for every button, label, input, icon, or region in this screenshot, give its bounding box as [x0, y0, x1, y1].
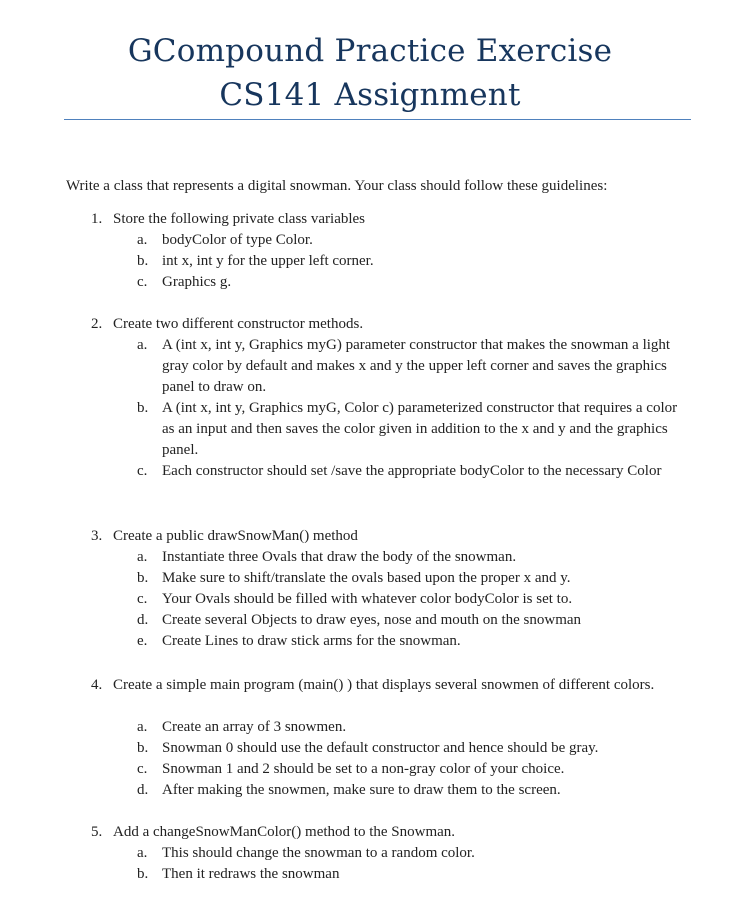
document-title: GCompound Practice Exercise	[127, 33, 613, 69]
intro-paragraph: Write a class that represents a digital snowman. Your class should follow these guidelines:	[66, 178, 608, 194]
list-item-text: Create two different constructor methods.	[113, 316, 364, 332]
sub-item-letter: d.	[137, 612, 149, 628]
sub-item-letter: c.	[137, 463, 148, 479]
list-item-text: Add a changeSnowManColor() method to the Snowman.	[113, 824, 456, 840]
sub-item-text: A (int x, int y, Graphics myG, Color c) parameterized constructor that requires a color as an input and then saves the color given in addition to the x and y and the graphics panel.	[162, 400, 678, 458]
sub-item-letter: a.	[137, 719, 148, 735]
sub-item-letter: a.	[137, 337, 148, 353]
sub-item-letter: c.	[137, 274, 148, 290]
sub-item-text: Snowman 1 and 2 should be set to a non-gray color of your choice.	[162, 761, 565, 777]
sub-item-text: Create an array of 3 snowmen.	[162, 719, 347, 735]
sub-item-text: Graphics g.	[162, 274, 232, 290]
sub-item-text: Instantiate three Ovals that draw the body of the snowman.	[162, 549, 517, 565]
sub-item-letter: a.	[137, 232, 148, 248]
sub-item-letter: a.	[137, 845, 148, 861]
sub-item-letter: b.	[137, 253, 149, 269]
sub-item-letter: a.	[137, 549, 148, 565]
sub-item-text: bodyColor of type Color.	[162, 232, 313, 248]
sub-item-letter: d.	[137, 782, 149, 798]
list-item-text: Create a simple main program (main() ) that displays several snowmen of different colors.	[113, 677, 655, 693]
list-number: 3.	[91, 528, 103, 544]
sub-item-text: After making the snowmen, make sure to draw them to the screen.	[162, 782, 561, 798]
sub-item-letter: c.	[137, 761, 148, 777]
sub-item-text: Create Lines to draw stick arms for the snowman.	[162, 633, 461, 649]
list-item-text: Create a public drawSnowMan() method	[113, 528, 358, 544]
sub-item-text: Each constructor should set /save the appropriate bodyColor to the necessary Color	[162, 463, 662, 479]
list-number: 4.	[91, 677, 103, 693]
sub-item-text: This should change the snowman to a random color.	[162, 845, 475, 861]
sub-item-letter: b.	[137, 866, 149, 882]
sub-item-text: Create several Objects to draw eyes, nose and mouth on the snowman	[162, 612, 582, 628]
sub-item-letter: b.	[137, 740, 149, 756]
sub-item-text: Snowman 0 should use the default constructor and hence should be gray.	[162, 740, 599, 756]
list-item-text: Store the following private class variables	[113, 211, 366, 227]
sub-item-letter: c.	[137, 591, 148, 607]
sub-item-letter: b.	[137, 400, 149, 416]
list-number: 5.	[91, 824, 103, 840]
list-number: 2.	[91, 316, 103, 332]
sub-item-text: A (int x, int y, Graphics myG) parameter constructor that makes the snowman a light gray color by default and makes x and y the upper left corner and saves the graphics panel to draw on.	[162, 337, 671, 395]
list-number: 1.	[91, 211, 103, 227]
sub-item-text: int x, int y for the upper left corner.	[162, 253, 374, 269]
title-divider	[64, 119, 691, 120]
sub-item-letter: b.	[137, 570, 149, 586]
sub-item-text: Make sure to shift/translate the ovals based upon the proper x and y.	[162, 570, 571, 586]
sub-item-text: Then it redraws the snowman	[162, 866, 340, 882]
document-subtitle: CS141 Assignment	[219, 77, 521, 113]
sub-item-text: Your Ovals should be filled with whatever color bodyColor is set to.	[162, 591, 573, 607]
sub-item-letter: e.	[137, 633, 148, 649]
